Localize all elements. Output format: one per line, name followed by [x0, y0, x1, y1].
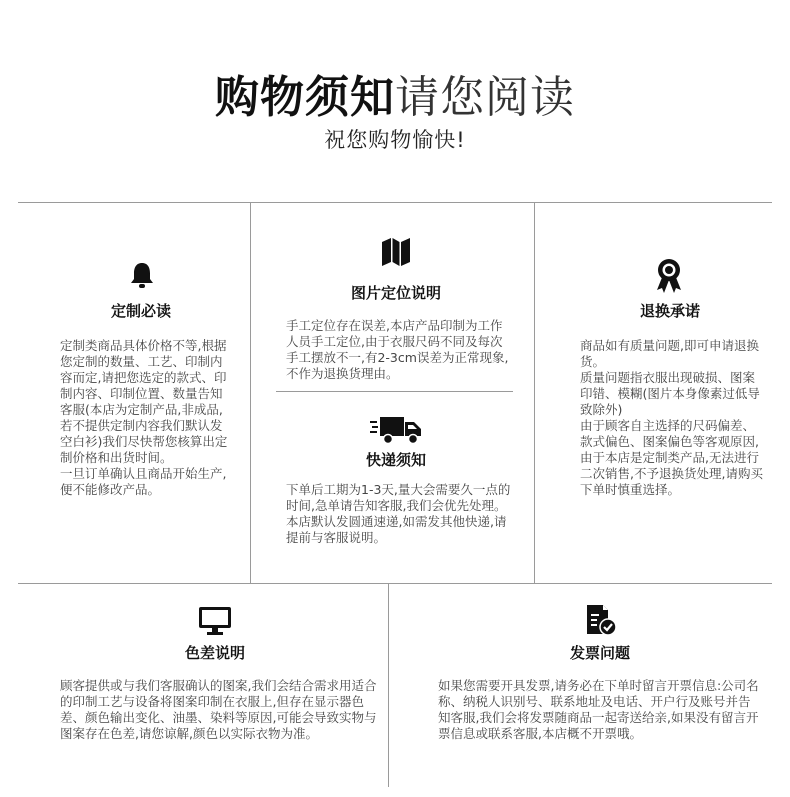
- delivery-truck-icon: [370, 415, 424, 445]
- section-invoice-paragraph: 如果您需要开具发票,请务必在下单时留言开票信息:公司名称、纳税人识别号、联系地址及电话、开户行及账号并告知客服,我们会将发票随商品一起寄送给亲,如果没有留言开票信息或联系客服,本店概不开票哦。: [438, 678, 759, 741]
- section-delivery-paragraph: 本店默认发圆通速递,如需发其他快递,请提前与客服说明。: [286, 514, 507, 545]
- section-color-paragraph: 顾客提供或与我们客服确认的图案,我们会结合需求用适合的印制工艺与设备将图案印制在衣服上,但存在显示器色差、颜色输出变化、油墨、染料等原因,可能会导致实物与图案存在色差,请您谅解,颜色以实际衣物为准。: [60, 678, 377, 741]
- section-position-paragraph: 手工定位存在误差,本店产品印制为工作人员手工定位,由于衣服尺码不同及每次手工摆放不一,有2-3cm误差为正常现象,不作为退换货理由。: [286, 318, 509, 381]
- page-subtitle: 祝您购物愉快!: [324, 128, 466, 152]
- divider: [388, 583, 389, 787]
- monitor-icon: [198, 606, 232, 636]
- award-ribbon-icon: [653, 258, 685, 294]
- section-custom-title: 定制必读: [110, 302, 171, 320]
- divider: [18, 202, 772, 203]
- divider: [250, 202, 251, 583]
- divider: [534, 202, 535, 583]
- section-delivery-paragraph: 下单后工期为1-3天,量大会需要久一点的时间,急单请告知客服,我们会优先处理。: [286, 482, 511, 513]
- section-color-body: [60, 678, 378, 742]
- invoice-check-icon: [584, 603, 618, 637]
- section-custom-body: [60, 338, 232, 498]
- section-returns-paragraph: 商品如有质量问题,即可申请退换货。: [580, 338, 759, 369]
- page-title: [0, 70, 790, 126]
- section-custom-paragraph: 定制类商品具体价格不等,根据您定制的数量、工艺、印制内容而定,请把您选定的款式、印制内容、印制位置、数量告知客服(本店为定制产品,非成品,若不提供定制内容我们默认发空白衫)我们尽快帮您核算出定制价格和出货时间。: [60, 338, 228, 465]
- page-title-bold: 购物须知: [215, 72, 395, 123]
- section-invoice-body: [438, 678, 760, 742]
- map-icon: [380, 236, 412, 268]
- section-position-title: 图片定位说明: [350, 284, 441, 302]
- section-returns-title: 退换承诺: [639, 302, 700, 320]
- section-color-title: 色差说明: [184, 644, 245, 662]
- section-position-body: [286, 318, 512, 382]
- divider: [18, 583, 772, 584]
- divider: [276, 391, 513, 392]
- section-returns-paragraph: 由于顾客自主选择的尺码偏差、款式偏色、图案偏色等客观原因,由于本店是定制类产品,无法进行二次销售,不予退换货处理,请购买下单时慎重选择。: [580, 418, 763, 497]
- section-invoice-title: 发票问题: [569, 644, 630, 662]
- section-delivery-title: 快递须知: [365, 451, 426, 469]
- section-custom-paragraph: 一旦订单确认且商品开始生产,便不能修改产品。: [60, 466, 227, 497]
- page-title-light: 请您阅读: [395, 72, 575, 123]
- section-returns-paragraph: 质量问题指衣服出现破损、图案印错、模糊(图片本身像素过低导致除外): [580, 370, 760, 417]
- section-returns-body: [580, 338, 764, 498]
- section-delivery-body: [286, 482, 512, 546]
- bell-icon: [127, 260, 157, 290]
